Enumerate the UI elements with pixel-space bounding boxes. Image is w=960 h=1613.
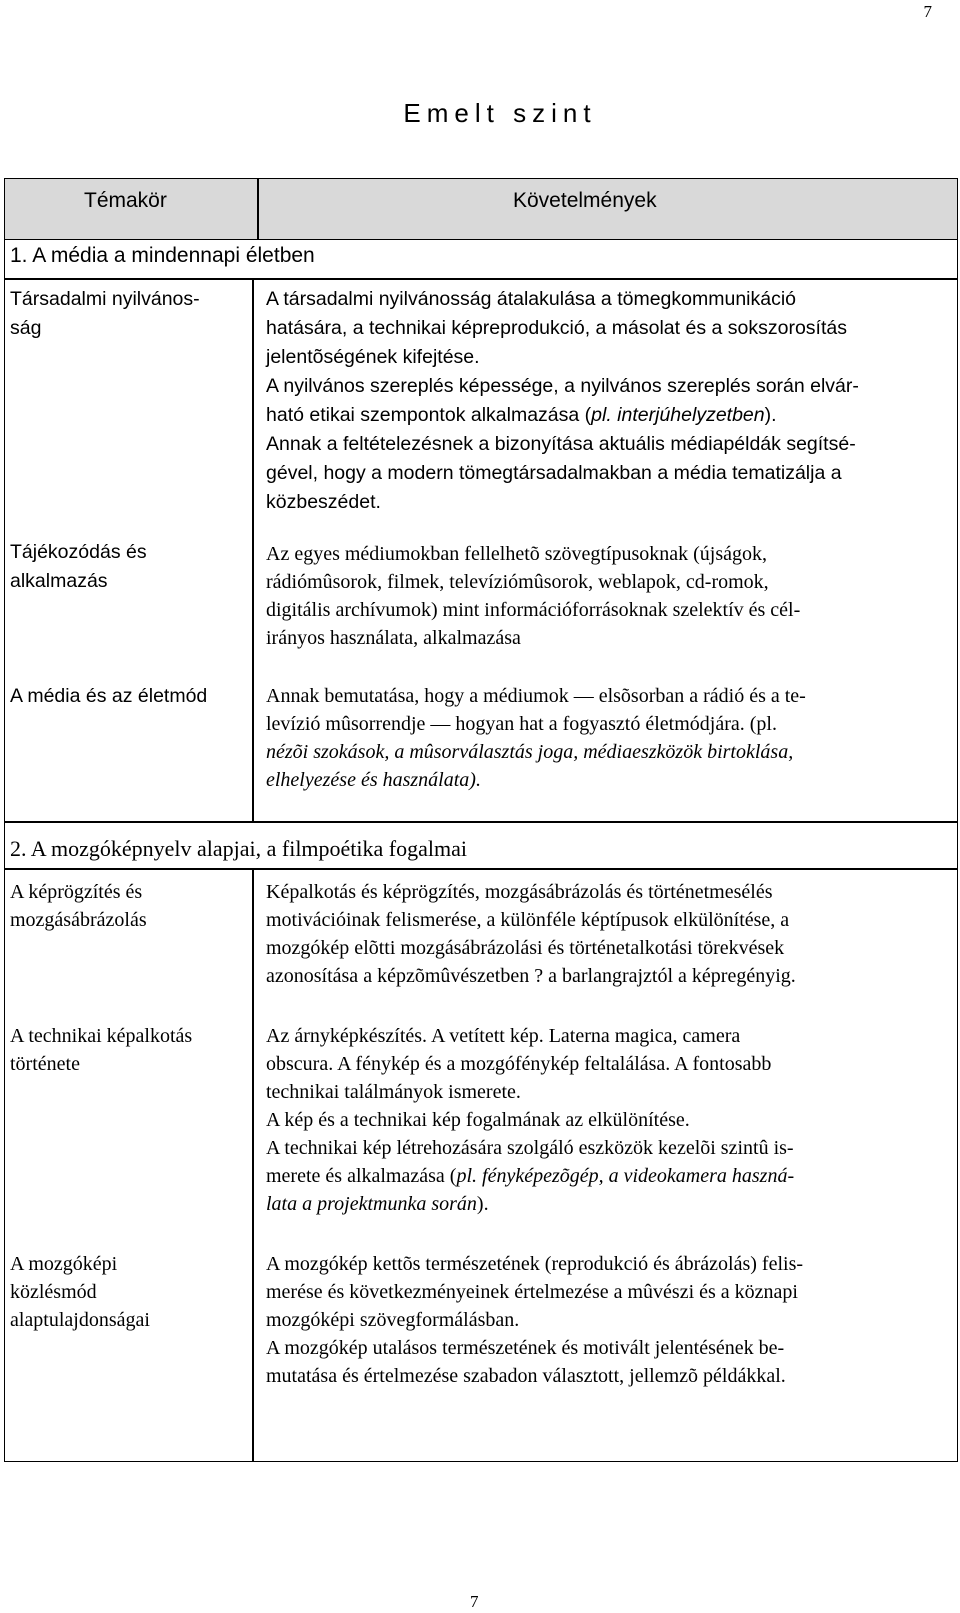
requirement-keprogzites: Képalkotás és képrögzítés, mozgásábrázolás és történetmesélés motivációinak felismerése, a különféle képtípusok elkülönítése, a mozgókép elõtti mozgásábrázolási és történetalkotási törekvések azonosítása a képzõmûvészetben ? a barlangrajztól a képregényig. [266,881,796,987]
divider [4,821,958,823]
requirement-technikai-kepalkotas: Az árnyképkészítés. A vetített kép. Laterna magica, camera obscura. A fénykép és a mozgófénykép feltalálása. A fontosabb technikai találmányok ismerete. A kép és a technikai kép fogalmának az elkülönítése. A technikai kép létrehozására szolgáló eszközök kezelõi szintû is- merete és alkalmazása (pl. fényképezõgép, a videokamera haszná- lata a projektmunka során). [266,1025,795,1215]
topic-tarsadalmi-nyilvanossag: Társadalmi nyilvános- ság [10,288,200,339]
divider [4,868,958,870]
requirement-media-eletmod: Annak bemutatása, hogy a médiumok — elsõsorban a rádió és a te- levízió mûsorrendje — hogyan hat a fogyasztó életmódjára. (pl. nézõi szokások, a mûsorválasztás joga, médiaeszközök birtoklása, elhelyezése és használata). [266,685,806,791]
requirement-tarsadalmi-nyilvanossag: A társadalmi nyilvánosság átalakulása a tömegkommunikáció hatására, a technikai képreprodukció, a másolat és a sokszorosítás jelentõségének kifejtése. A nyilvános szereplés képessége, a nyilvános szereplés során elvár- ható etikai szempontok alkalmazása (pl. interjúhelyzetben). Annak a feltételezésnek a bizonyítása aktuális médiapéldák segítsé- gével, hogy a modern tömegtársadalmakban a média tematizálja a közbeszédet. [266,288,859,513]
divider [4,278,958,280]
page-number-bottom: 7 [470,1592,479,1611]
column-divider [252,868,254,1462]
section1-title: 1. A média a mindennapi életben [10,244,315,267]
header-topic: Témakör [84,189,167,212]
topic-tajekozodas: Tájékozódás és alkalmazás [10,541,147,592]
requirement-tajekozodas: Az egyes médiumokban fellelhetõ szövegtípusoknak (újságok, rádiómûsorok, filmek, televíziómûsorok, weblapok, cd-romok, digitális archívumok) mint információforrásoknak szelektív és cél- irányos használata, alkalmazása [266,543,801,649]
topic-technikai-kepalkotas: A technikai képalkotás története [10,1025,193,1075]
page-number-top: 7 [923,2,932,21]
topic-mozgokepi-kozlesmod: A mozgóképi közlésmód alaptulajdonságai [10,1253,150,1331]
header-requirements: Követelmények [513,189,657,212]
section2-title: 2. A mozgóképnyelv alapjai, a filmpoétika fogalmai [10,836,467,861]
page-title: Emelt szint [403,98,597,128]
column-divider [252,278,254,821]
topic-keprogzites: A képrögzítés és mozgásábrázolás [10,881,147,931]
requirement-mozgokepi-kozlesmod: A mozgókép kettõs természetének (reprodukció és ábrázolás) felis- merése és következményeinek értelmezése a mûvészi és a köznapi mozgóképi szövegformálásban. A mozgókép utalásos természetének és motivált jelentésének be- mutatása és értelmezése szabadon választott, jellemzõ példákkal. [266,1253,804,1387]
italic-example: pl. interjúhelyzetben [591,404,765,426]
topic-media-eletmod: A média és az életmód [10,685,208,707]
header-divider [257,178,259,240]
